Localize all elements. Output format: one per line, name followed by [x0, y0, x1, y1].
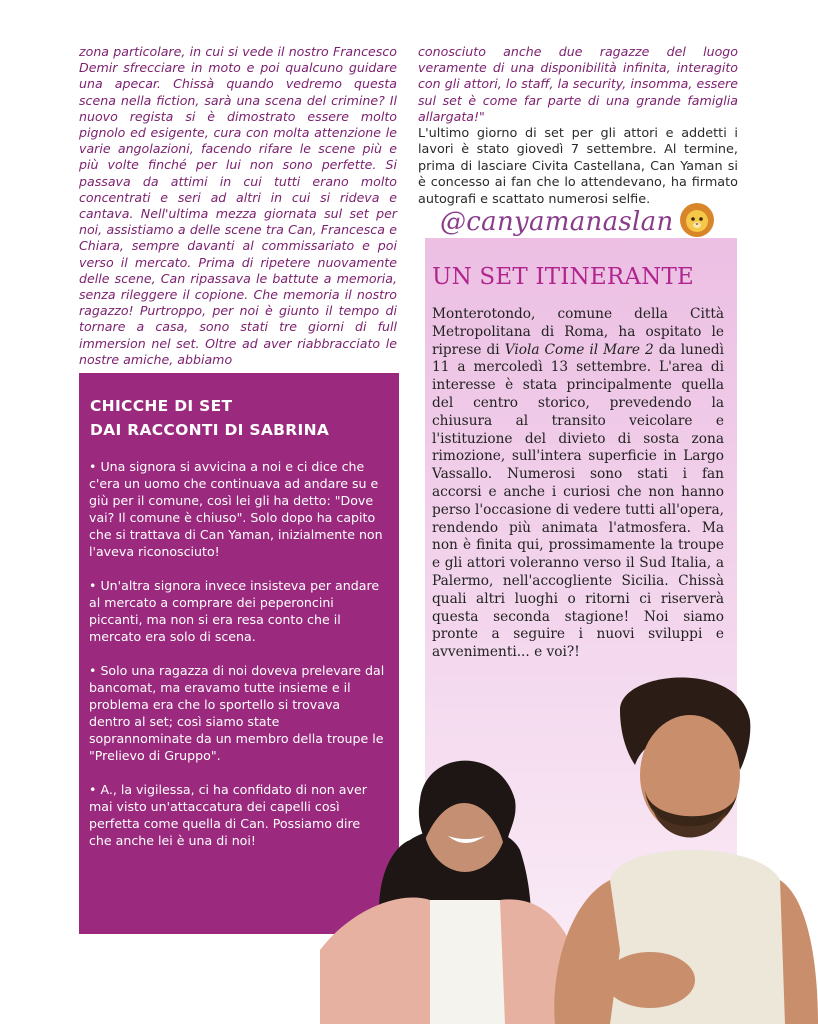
article-quote-right: conosciuto anche due ragazze del luogo veramente di una disponibilità infinita, interagito con gli attori, lo staff, la security, insomma, essere sul set è come far parte di una grande famiglia allargata!"	[418, 44, 738, 124]
social-handle-row	[440, 202, 740, 242]
bullet: •	[89, 663, 97, 678]
bullet: •	[89, 782, 97, 797]
article-text-left: zona particolare, in cui si vede il nostro Francesco Demir sfrecciare in moto e poi qualcuno guidare una apecar. Chissà quando vedremo questa scena nella fiction, sarà una scena del crimine? Il nuovo regista si è dimostrato essere molto pignolo ed esigente, cura con molta attenzione le varie angolazioni, facendo rifare le scene più e più volte finché per lui non sono perfette. Si passava da attimi in cui tutti erano molto concentrati e seri ad altri in cui si rideva e cantava. Nell'ultima mezza giornata sul set per noi, assistiamo a delle scene tra Can, Francesca e Chiara, sempre davanti al commissariato e poi verso il mercato. Prima di ripetere nuovamente delle scene, Can ripassava le battute a memoria, senza rileggere il copione. Che memoria il nostro ragazzo! Purtroppo, per noi è giunto il tempo di tornare a casa, sono stati tre giorni di full immersion nel set. Oltre ad aver riabbracciato le nostre amiche, abbiamo	[79, 44, 397, 367]
actors-photo	[290, 650, 818, 1024]
instagram-handle: @canyamanaslan	[440, 207, 674, 237]
set-itinerante-body	[432, 306, 724, 662]
bullet: •	[89, 578, 97, 593]
lion-icon	[678, 202, 716, 243]
bullet: •	[89, 459, 97, 474]
list-item-text: Un'altra signora invece insisteva per andare al mercato a comprare dei peperoncini piccanti, ma non si era resa conto che il mercato era solo di scena.	[89, 578, 380, 644]
set-body-part2: da lunedì 11 a mercoledì 13 settembre. L'area di interesse è stata principalmente quella del centro storico, prevedendo la chiusura al transito veicolare e l'istituzione del divieto di sosta zona rimozione, sull'intera superficie in Largo Vassallo. Numerosi sono stati i fan accorsi e anche i curiosi che non hanno perso l'occasione di vedere tutti all'opera, rendendo più animata l'atmosfera. Ma non è finita qui, prossimamente la troupe e gli attori voleranno verso il Sud Italia, a Palermo, nell'accogliente Sicilia. Chissà quali altri luoghi o ritorni ci riserverà questa seconda stagione! Noi siamo pronte a seguire i nuovi sviluppi e avvenimenti... e voi?!	[432, 341, 725, 661]
actress-figure	[320, 761, 590, 1024]
set-itinerante-heading: UN SET ITINERANTE	[432, 264, 695, 290]
set-body-part1: Monterotondo, comune della Città Metropolitana di Roma, ha ospitato le riprese di	[432, 306, 724, 358]
article-paragraph-right: L'ultimo giorno di set per gli attori e addetti i lavori è stato giovedì 7 settembre. Al termine, prima di lasciare Civita Castellana, Can Yaman si è concesso ai fan che lo attendevano, ha firmato autografi e scattato numerosi selfie.	[418, 126, 738, 207]
list-item-text: A., la vigilessa, ci ha confidato di non aver mai visto un'attaccatura dei capelli così perfetta come quella di Can. Possiamo dire che anche lei è una di noi!	[89, 782, 367, 848]
chicche-title-line1: CHICCHE DI SET	[90, 397, 233, 415]
list-item	[89, 458, 385, 560]
chicche-title	[90, 394, 390, 442]
list-item	[89, 577, 385, 645]
actor-figure	[554, 678, 818, 1024]
series-title: Viola Come il Mare 2	[504, 341, 654, 358]
list-item-text: Solo una ragazza di noi doveva prelevare dal bancomat, ma eravamo tutte insieme e il problema era che lo sportello si trovava dentro al set; così siamo state soprannominate da un membro della troupe le "Prelievo di Gruppo".	[89, 663, 385, 763]
chicche-title-line2: DAI RACCONTI DI SABRINA	[90, 421, 330, 439]
list-item-text: Una signora si avvicina a noi e ci dice che c'era un uomo che continuava ad andare su e giù per il comune, così lei gli ha detto: "Dove vai? Il comune è chiuso". Solo dopo ha capito che si trattava di Can Yaman, inizialmente non l'aveva riconosciuto!	[89, 459, 383, 559]
